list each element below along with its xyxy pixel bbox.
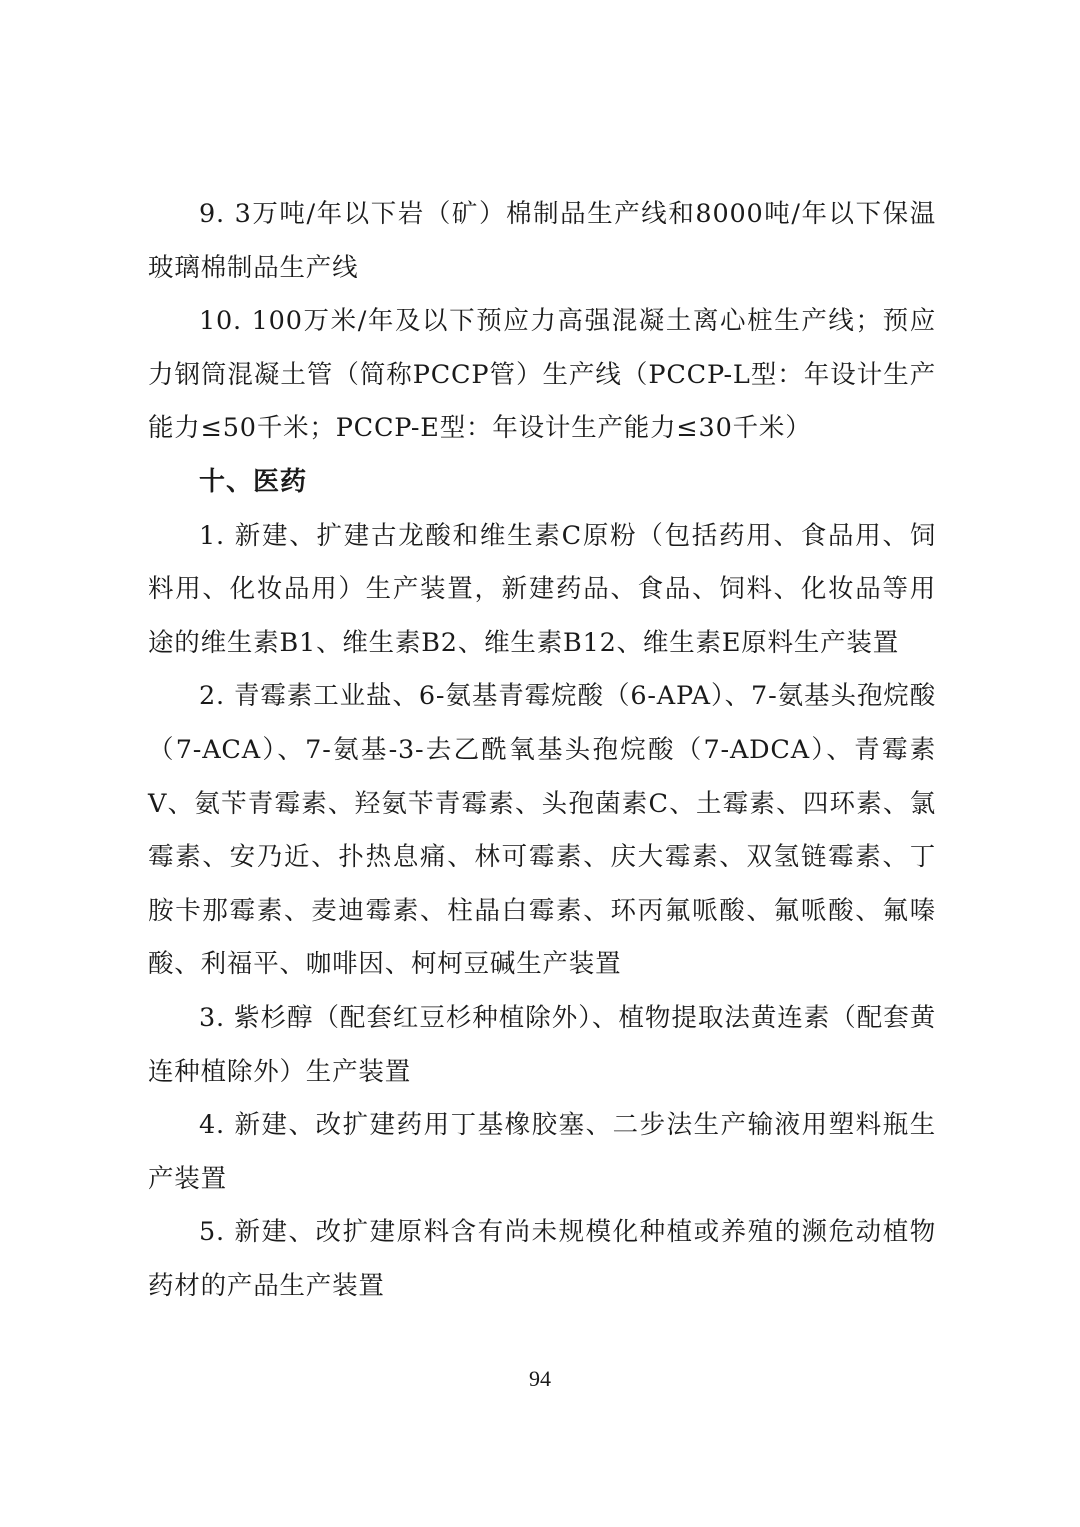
document-body (148, 188, 936, 1313)
page-number: 94 (529, 1366, 551, 1391)
paragraph-item-3: 3. 紫杉醇（配套红豆杉种植除外）、植物提取法黄连素（配套黄连种植除外）生产装置 (148, 1002, 936, 1087)
paragraph-item-2: 2. 青霉素工业盐、6-氨基青霉烷酸（6-APA）、7-氨基头孢烷酸（7-ACA）、7-氨基-3-去乙酰氧基头孢烷酸（7-ADCA）、青霉素V、氨苄青霉素、羟氨苄青霉素、头孢菌素C、土霉素、四环素、氯霉素、安乃近、扑热息痛、林可霉素、庆大霉素、双氢链霉素、丁胺卡那霉素、麦迪霉素、柱晶白霉素、环丙氟哌酸、氟哌酸、氟嗪酸、利福平、咖啡因、柯柯豆碱生产装置 (148, 681, 936, 980)
paragraph-item-4: 4. 新建、改扩建药用丁基橡胶塞、二步法生产输液用塑料瓶生产装置 (148, 1110, 936, 1194)
paragraph-item-9: 9. 3万吨/年以下岩（矿）棉制品生产线和8000吨/年以下保温玻璃棉制品生产线 (148, 199, 936, 283)
paragraph-item-10: 10. 100万米/年及以下预应力高强混凝土离心桩生产线；预应力钢筒混凝土管（简称PCCP管）生产线（PCCP-L型：年设计生产能力≤50千米；PCCP-E型：年设计生产能力≤30千米） (148, 306, 936, 444)
paragraph-item-5: 5. 新建、改扩建原料含有尚未规模化种植或养殖的濒危动植物药材的产品生产装置 (148, 1217, 936, 1301)
section-heading-medicine: 十、医药 (199, 466, 308, 497)
paragraph-item-1: 1. 新建、扩建古龙酸和维生素C原粉（包括药用、食品用、饲料用、化妆品用）生产装置，新建药品、食品、饲料、化妆品等用途的维生素B1、维生素B2、维生素B12、维生素E原料生产装置 (148, 520, 936, 658)
